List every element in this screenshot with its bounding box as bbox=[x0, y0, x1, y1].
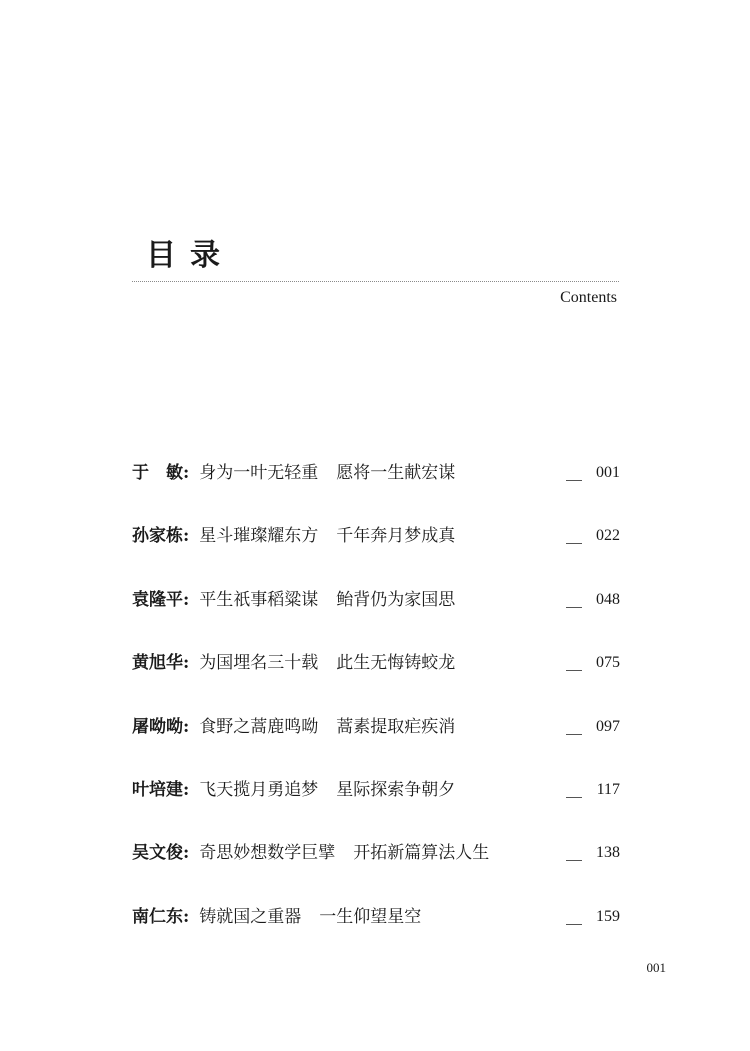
page-subtitle: Contents bbox=[560, 289, 617, 306]
toc-entry[interactable] bbox=[132, 646, 620, 709]
toc-entry-heading bbox=[199, 773, 455, 807]
toc-entry-heading-part-b: 鲐背仍为家国思 bbox=[336, 589, 456, 610]
toc-entry-heading-part-a: 为国埋名三十载 bbox=[199, 653, 319, 674]
toc-entry-heading-part-b: 此生无悔铸蛟龙 bbox=[336, 653, 456, 674]
toc-entry-heading bbox=[199, 456, 455, 490]
toc-entry-heading-part-a: 铸就国之重器 bbox=[199, 906, 302, 927]
toc-entry[interactable] bbox=[132, 773, 620, 836]
toc-entry-page: 075 bbox=[596, 654, 620, 672]
toc-entry-colon: : bbox=[183, 526, 190, 547]
toc-entry[interactable] bbox=[132, 519, 620, 582]
toc-entry-heading bbox=[199, 900, 421, 934]
toc-list bbox=[132, 456, 620, 963]
toc-entry-heading-part-b: 开拓新篇算法人生 bbox=[353, 843, 490, 864]
toc-entry-name: 南仁东 bbox=[132, 906, 183, 927]
toc-entry-leader bbox=[566, 734, 582, 735]
title-divider bbox=[132, 281, 619, 282]
toc-entry-heading-part-b: 星际探索争朝夕 bbox=[336, 779, 456, 800]
toc-entry-name: 吴文俊 bbox=[132, 843, 183, 864]
toc-entry-heading bbox=[199, 836, 489, 870]
toc-entry-name: 孙家栋 bbox=[132, 526, 183, 547]
toc-entry-colon: : bbox=[183, 716, 190, 737]
toc-entry-name: 于 敏 bbox=[132, 463, 183, 483]
toc-entry-heading-part-a: 平生祇事稻粱谋 bbox=[199, 589, 319, 610]
toc-entry-heading-part-b: 千年奔月梦成真 bbox=[336, 526, 456, 547]
toc-entry-colon: : bbox=[183, 779, 190, 800]
toc-entry-heading-part-b: 愿将一生献宏谋 bbox=[336, 463, 456, 483]
toc-entry-page: 001 bbox=[596, 464, 620, 481]
toc-entry-leader bbox=[566, 860, 582, 861]
toc-entry-leader bbox=[566, 924, 582, 925]
toc-entry-name: 叶培建 bbox=[132, 779, 183, 800]
toc-entry[interactable] bbox=[132, 583, 620, 646]
toc-entry-heading-part-b: 一生仰望星空 bbox=[319, 906, 422, 927]
toc-entry-heading bbox=[199, 646, 455, 680]
toc-entry-heading-part-a: 食野之蒿鹿鸣呦 bbox=[199, 716, 319, 737]
toc-entry[interactable] bbox=[132, 900, 620, 963]
toc-entry-leader bbox=[566, 480, 582, 481]
toc-entry-heading bbox=[199, 710, 455, 744]
toc-entry-colon: : bbox=[183, 463, 190, 483]
toc-entry-leader bbox=[566, 543, 582, 544]
toc-entry[interactable] bbox=[132, 456, 620, 519]
toc-entry-page: 138 bbox=[596, 844, 620, 862]
toc-entry-page: 159 bbox=[596, 907, 620, 925]
toc-entry-leader bbox=[566, 670, 582, 671]
toc-entry-heading-part-a: 飞天揽月勇追梦 bbox=[199, 779, 319, 800]
toc-entry-colon: : bbox=[183, 843, 190, 864]
toc-entry-colon: : bbox=[183, 906, 190, 927]
toc-entry-name: 黄旭华 bbox=[132, 653, 183, 674]
toc-entry[interactable] bbox=[132, 710, 620, 773]
toc-entry-colon: : bbox=[183, 589, 190, 610]
toc-entry-page: 097 bbox=[596, 717, 620, 735]
toc-entry-heading-part-a: 奇思妙想数学巨擘 bbox=[199, 843, 336, 864]
toc-entry[interactable] bbox=[132, 836, 620, 899]
toc-entry-heading-part-b: 蒿素提取疟疾消 bbox=[336, 716, 456, 737]
toc-entry-heading-part-a: 身为一叶无轻重 bbox=[199, 463, 319, 483]
toc-entry-colon: : bbox=[183, 653, 190, 674]
folio-page-number: 001 bbox=[646, 960, 666, 975]
toc-entry-name: 袁隆平 bbox=[132, 589, 183, 610]
toc-entry-page: 022 bbox=[596, 527, 620, 545]
toc-entry-leader bbox=[566, 607, 582, 608]
toc-entry-name: 屠呦呦 bbox=[132, 716, 183, 737]
toc-entry-heading bbox=[199, 519, 455, 553]
toc-entry-heading-part-a: 星斗璀璨耀东方 bbox=[199, 526, 319, 547]
toc-entry-page: 117 bbox=[596, 780, 620, 798]
toc-entry-heading bbox=[199, 583, 455, 617]
page-title: 目录 bbox=[146, 238, 234, 273]
toc-entry-page: 048 bbox=[596, 590, 620, 608]
toc-entry-leader bbox=[566, 797, 582, 798]
